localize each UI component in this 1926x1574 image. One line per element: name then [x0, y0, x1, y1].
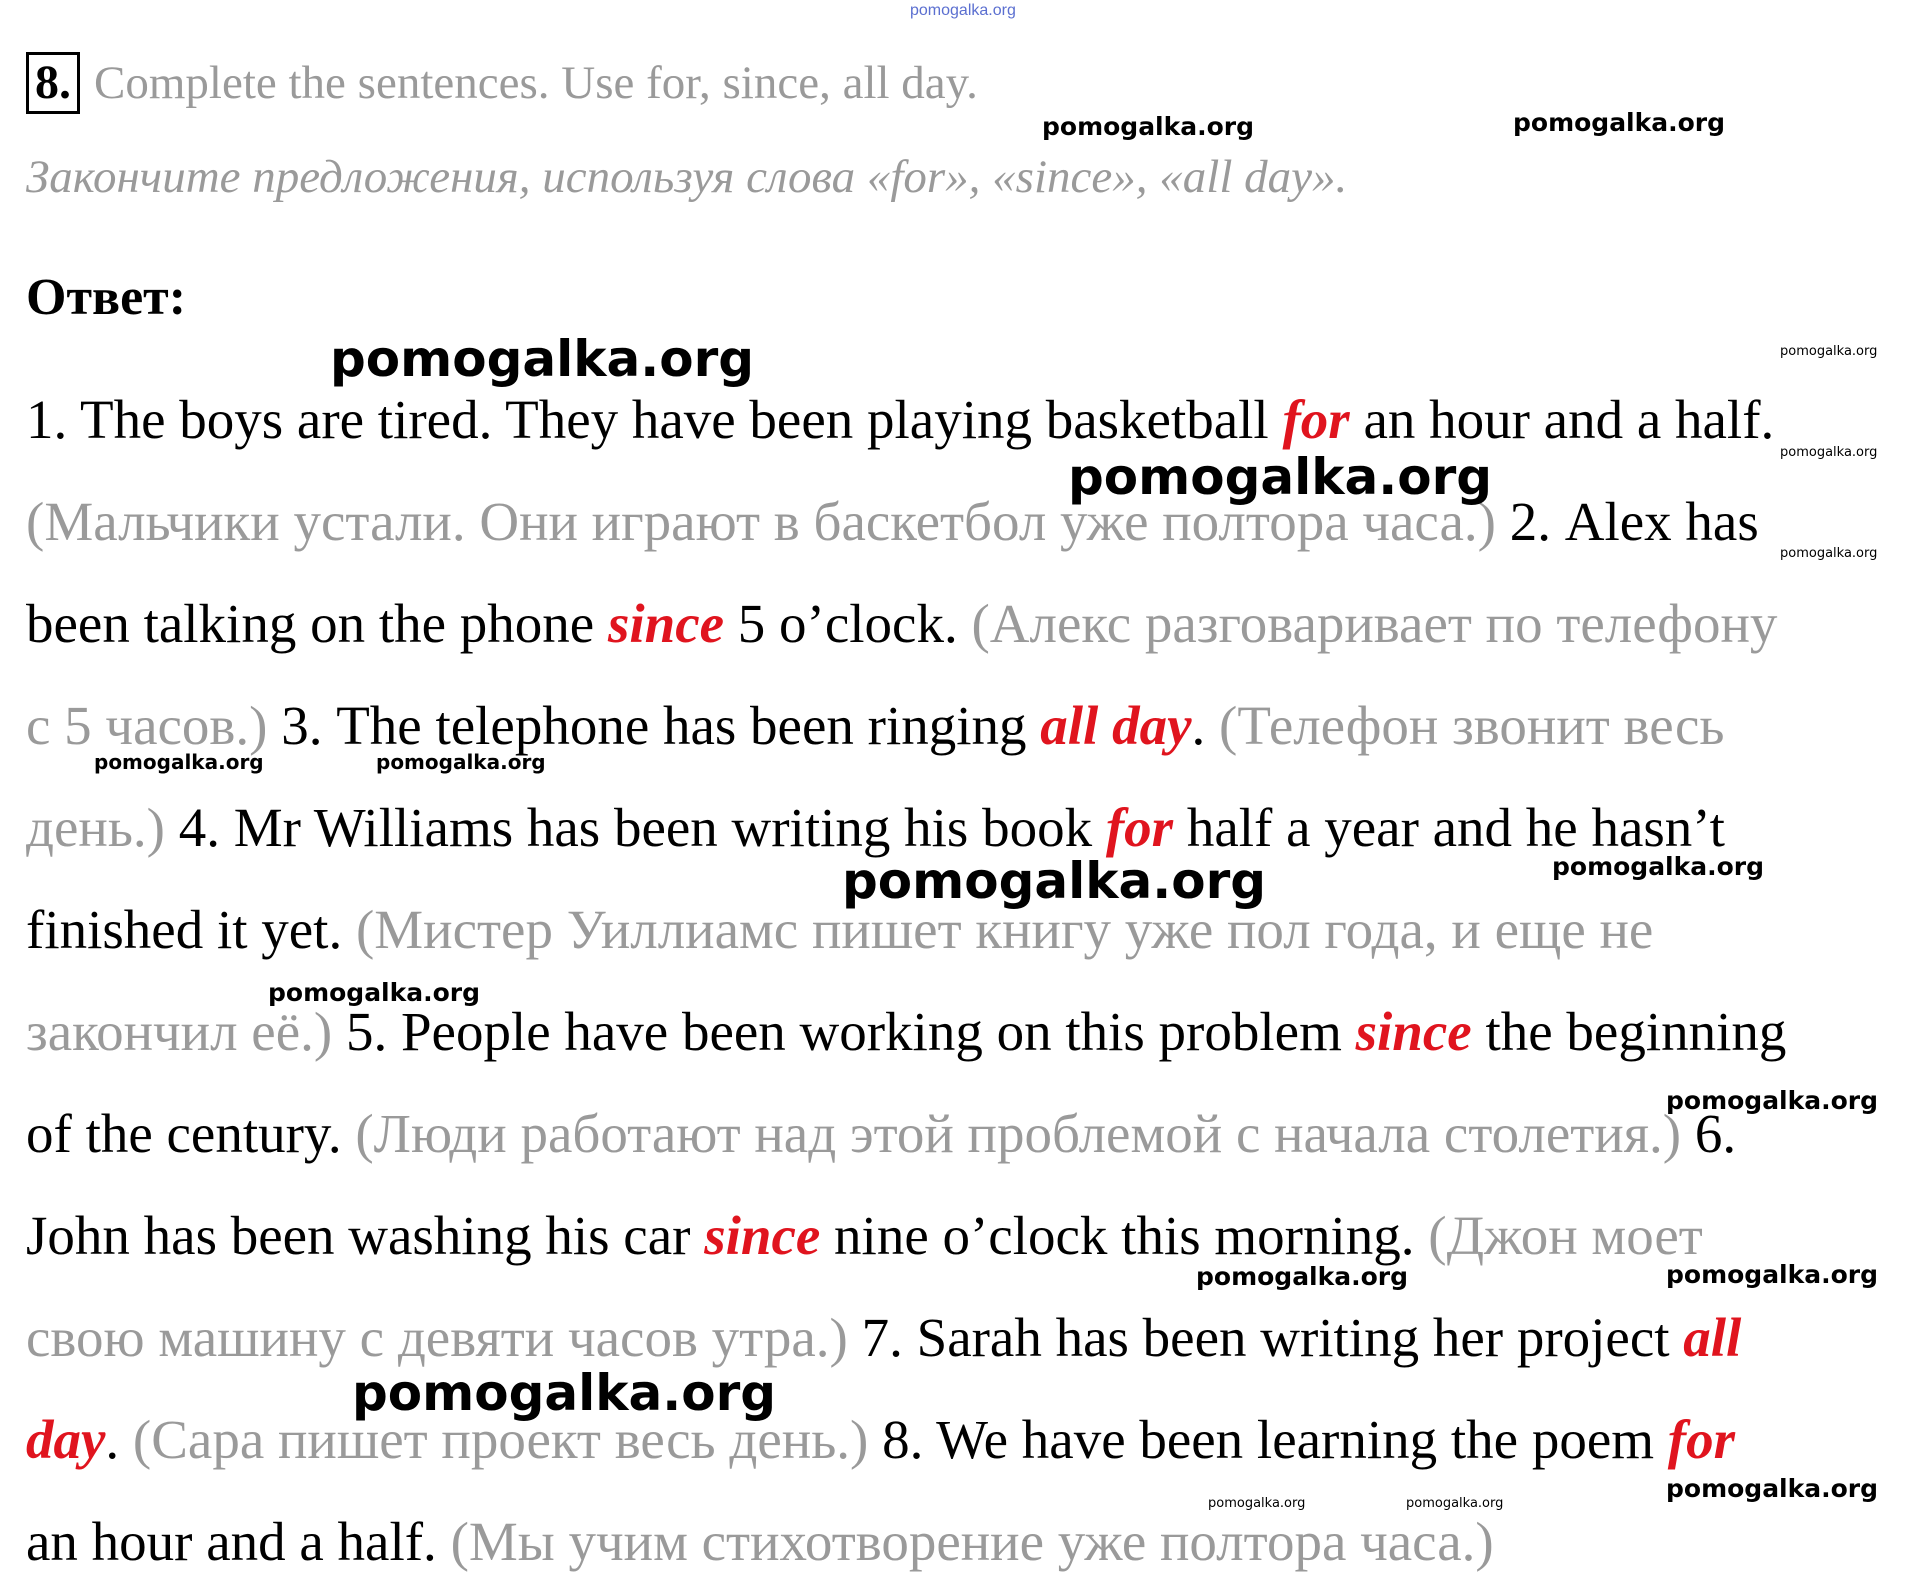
- watermark: pomogalka.org: [1666, 1086, 1879, 1115]
- answer-line: [26, 1306, 1741, 1370]
- watermark: pomogalka.org: [1552, 852, 1765, 881]
- answer-line: [26, 1510, 1494, 1574]
- answer-text: 6.: [1681, 1103, 1737, 1164]
- answer-label: Ответ:: [26, 269, 187, 326]
- answer-line: [26, 1102, 1736, 1166]
- translation-text: (Сара пишет проект весь день.): [132, 1409, 869, 1470]
- answer-line: [26, 796, 1725, 860]
- answer-keyword: since: [607, 593, 725, 654]
- translation-text: (Мальчики устали. Они играют в баскетбол уже полтора часа.): [26, 491, 1496, 552]
- translation-text: закончил её.): [26, 1001, 333, 1062]
- watermark: pomogalka.org: [1042, 112, 1255, 141]
- watermark: pomogalka.org: [268, 978, 481, 1007]
- answer-text: .: [105, 1409, 133, 1470]
- answer-keyword: for: [1667, 1409, 1736, 1470]
- answer-keyword: all day: [1040, 695, 1192, 756]
- answer-text: of the century.: [26, 1103, 356, 1164]
- answer-text: the beginning: [1471, 1001, 1787, 1062]
- answer-text: finished it yet.: [26, 899, 356, 960]
- watermark: pomogalka.org: [1208, 1496, 1306, 1511]
- answer-line: [26, 898, 1653, 962]
- watermark: pomogalka.org: [1780, 445, 1878, 460]
- watermark: pomogalka.org: [1780, 546, 1878, 561]
- translation-text: (Алекс разговаривает по телефону: [971, 593, 1778, 654]
- watermark: pomogalka.org: [376, 750, 546, 774]
- answer-keyword: since: [704, 1205, 821, 1266]
- answer-line: [26, 1408, 1735, 1472]
- task-instruction: Complete the sentences. Use for, since, all day.: [94, 57, 978, 109]
- answer-text: .: [1191, 695, 1219, 756]
- watermark: pomogalka.org: [1666, 1260, 1879, 1289]
- watermark: pomogalka.org: [1780, 344, 1878, 359]
- answer-text: 4. Mr Williams has been writing his book: [164, 797, 1106, 858]
- answer-keyword: for: [1105, 797, 1174, 858]
- watermark: pomogalka.org: [330, 330, 755, 388]
- answer-text: an hour and a half.: [26, 1511, 451, 1572]
- answer-text: 5 o’clock.: [724, 593, 972, 654]
- answer-keyword: all: [1683, 1307, 1742, 1368]
- answer-line: [26, 490, 1759, 554]
- answer-line: [26, 592, 1777, 656]
- watermark: pomogalka.org: [1196, 1262, 1409, 1291]
- watermark: pomogalka.org: [842, 852, 1267, 910]
- translation-text: (Мы учим стихотворение уже полтора часа.): [450, 1511, 1494, 1572]
- answer-text: nine o’clock this morning.: [820, 1205, 1429, 1266]
- watermark: pomogalka.org: [1513, 108, 1726, 137]
- answer-keyword: for: [1282, 389, 1350, 450]
- answer-text: 7. Sarah has been writing her project: [847, 1307, 1684, 1368]
- translation-text: (Мистер Уиллиамс пишет книгу уже пол года, и еще не: [355, 899, 1654, 960]
- task-number: 8.: [26, 52, 80, 114]
- watermark: pomogalka.org: [1666, 1474, 1879, 1503]
- translation-text: с 5 часов.): [26, 695, 268, 756]
- watermark: pomogalka.org: [352, 1364, 777, 1422]
- answer-text: 1. The boys are tired. They have been playing basketball: [26, 389, 1283, 450]
- answer-text: John has been washing his car: [26, 1205, 705, 1266]
- answer-text: 3. The telephone has been ringing: [267, 695, 1041, 756]
- answer-text: an hour and a half.: [1349, 389, 1775, 450]
- answer-line: [26, 1000, 1786, 1064]
- task-header: [26, 52, 978, 114]
- translation-text: (Телефон звонит весь: [1219, 695, 1725, 756]
- answer-text: 5. People have been working on this problem: [332, 1001, 1356, 1062]
- answer-text: 2. Alex has: [1496, 491, 1759, 552]
- translation-text: (Люди работают над этой проблемой с начала столетия.): [355, 1103, 1682, 1164]
- answer-text: half a year and he hasn’t: [1173, 797, 1725, 858]
- answer-line: [26, 694, 1724, 758]
- answer-line: [26, 1204, 1703, 1268]
- translation-text: (Джон моет: [1428, 1205, 1703, 1266]
- watermark: pomogalka.org: [1068, 448, 1493, 506]
- answer-line: [26, 388, 1774, 452]
- task-translation: Закончите предложения, используя слова «for», «since», «all day».: [26, 151, 1348, 203]
- translation-text: свою машину с девяти часов утра.): [26, 1307, 848, 1368]
- watermark: pomogalka.org: [94, 750, 264, 774]
- answer-keyword: since: [1355, 1001, 1472, 1062]
- translation-text: день.): [26, 797, 165, 858]
- answer-text: been talking on the phone: [26, 593, 608, 654]
- answer-text: 8. We have been learning the poem: [868, 1409, 1668, 1470]
- source-watermark: pomogalka.org: [910, 2, 1016, 19]
- watermark: pomogalka.org: [1406, 1496, 1504, 1511]
- answer-keyword: day: [26, 1409, 106, 1470]
